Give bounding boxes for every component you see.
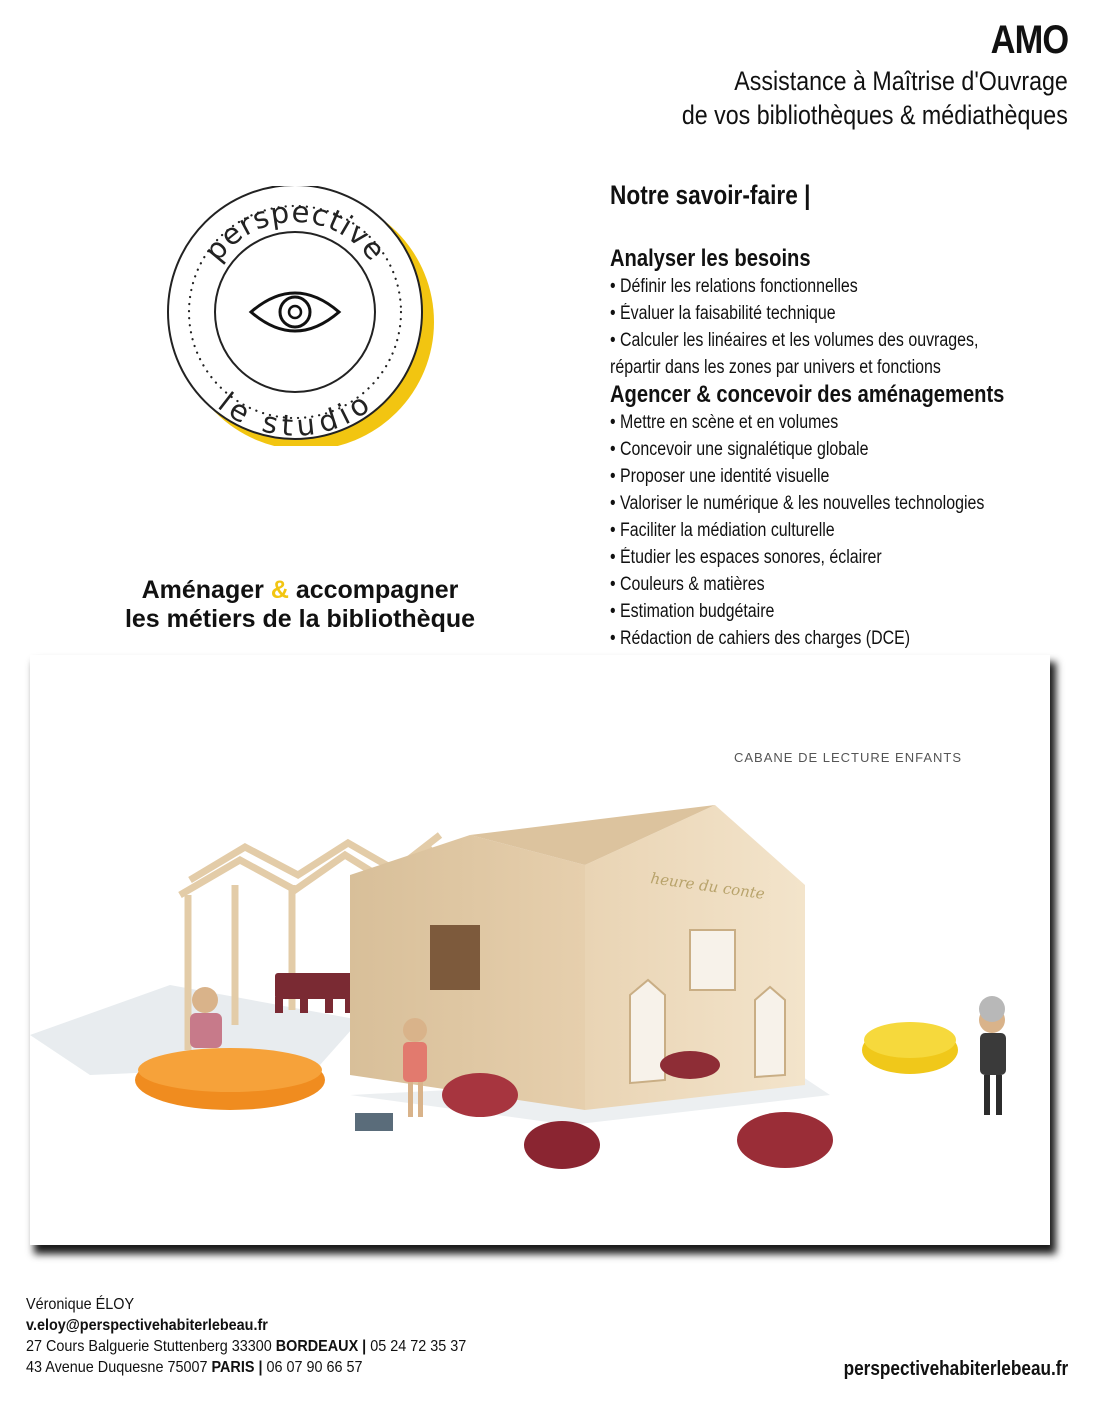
- hut-opening: [690, 930, 735, 990]
- hut-window: [430, 925, 480, 990]
- hut-arch-door: [755, 987, 785, 1077]
- subtitle-line-2: de vos bibliothèques & médiathèques: [682, 100, 1068, 130]
- address-bordeaux: 27 Cours Balguerie Stuttenberg 33300 BORDEAUX | 05 24 72 35 37: [26, 1338, 467, 1355]
- address-paris: 43 Avenue Duquesne 75007 PARIS | 06 07 90 66 57: [26, 1359, 363, 1376]
- list-item: • Définir les relations fonctionnelles: [610, 276, 858, 297]
- page-title: AMO: [990, 18, 1068, 62]
- list-item: • Valoriser le numérique & les nouvelles technologies: [610, 493, 985, 514]
- child-sitting: [190, 987, 222, 1048]
- list-item: • Calculer les linéaires et les volumes des ouvrages,: [610, 330, 979, 351]
- tagline: Aménager & accompagner les métiers de la bibliothèque: [124, 576, 476, 633]
- list-item: • Rédaction de cahiers des charges (DCE): [610, 628, 911, 649]
- child-with-hat: [979, 996, 1006, 1115]
- list-item: répartir dans les zones par univers et fonctions: [610, 357, 941, 378]
- pouf: [737, 1112, 833, 1168]
- subtitle-line-1: Assistance à Maîtrise d'Ouvrage: [734, 66, 1068, 96]
- pouf: [524, 1121, 600, 1169]
- list-item: • Évaluer la faisabilité technique: [610, 303, 836, 324]
- hut-arch-door: [630, 980, 665, 1083]
- section-title-analyser: Analyser les besoins: [610, 245, 811, 272]
- savoir-faire-title: Notre savoir-faire |: [610, 180, 811, 210]
- tagline-ampersand: &: [270, 576, 289, 604]
- perspective-studio-logo: [165, 186, 445, 446]
- contact-email[interactable]: v.eloy@perspectivehabiterlebeau.fr: [26, 1317, 268, 1334]
- list-item: • Proposer une identité visuelle: [610, 466, 830, 487]
- savoir-faire-block: [610, 180, 1080, 652]
- illustration-reading-hut: [30, 655, 1050, 1245]
- list-item: • Mettre en scène et en volumes: [610, 412, 839, 433]
- section-title-agencer: Agencer & concevoir des aménagements: [610, 381, 1005, 408]
- website-link[interactable]: perspectivehabiterlebeau.fr: [843, 1358, 1068, 1380]
- list-item: • Faciliter la médiation culturelle: [610, 520, 835, 541]
- list-item: • Étudier les espaces sonores, éclairer: [610, 547, 882, 568]
- book-stack: [355, 1113, 393, 1131]
- hut-sign: heure du conte: [649, 869, 766, 903]
- logo-top-text: perspective: [197, 194, 393, 268]
- list-item: • Couleurs & matières: [610, 574, 765, 595]
- pouf: [660, 1051, 720, 1079]
- pouf: [442, 1073, 518, 1117]
- illustration-label: CABANE DE LECTURE ENFANTS: [734, 750, 962, 765]
- contact-name: Véronique ÉLOY: [26, 1296, 135, 1313]
- reading-hut-render: [30, 655, 1050, 1245]
- logo-bottom-text: le studio: [212, 385, 378, 443]
- footer-contact: [26, 1294, 466, 1378]
- list-item: • Concevoir une signalétique globale: [610, 439, 869, 460]
- list-item: • Estimation budgétaire: [610, 601, 775, 622]
